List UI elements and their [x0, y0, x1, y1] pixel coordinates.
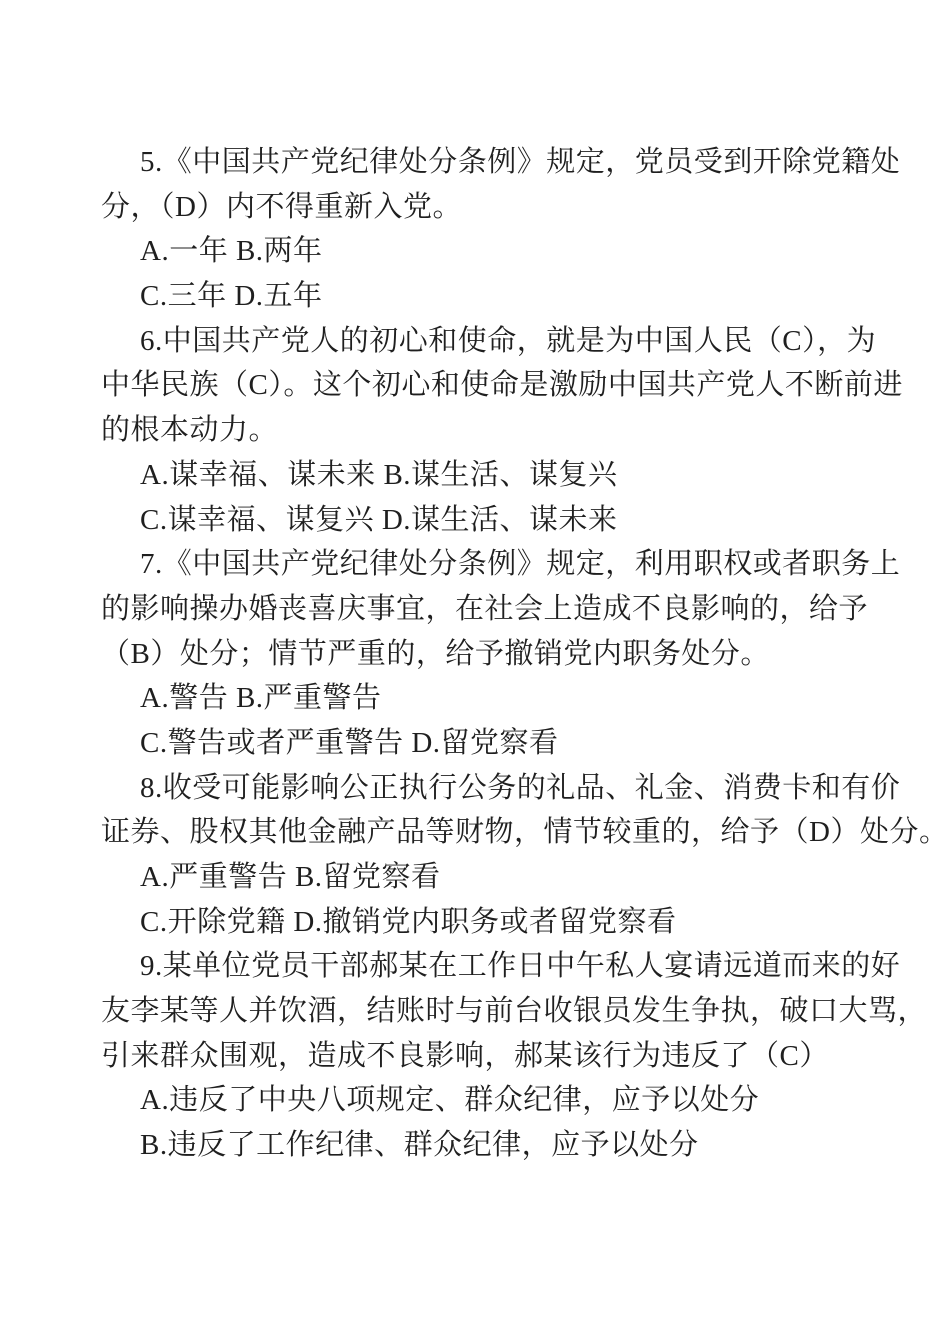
question-5	[101, 140, 911, 319]
question-5-stem-line: 5.《中国共产党纪律处分条例》规定，党员受到开除党籍处	[140, 146, 901, 178]
questions-block	[101, 140, 949, 1168]
question-6-stem-line: 6.中国共产党人的初心和使命，就是为中国人民（C），为	[140, 324, 877, 357]
question-8-stem-line: 8.收受可能影响公正执行公务的礼品、礼金、消费卡和有价	[140, 771, 901, 804]
question-5-option-line: A.一年 B.两年	[140, 235, 323, 268]
question-7-option-line: A.警告 B.严重警告	[140, 682, 382, 715]
question-6	[101, 319, 911, 542]
question-8-option-line: C.开除党籍 D.撤销党内职务或者留党察看	[140, 905, 677, 938]
question-6-option-line: A.谋幸福、谋未来 B.谋生活、谋复兴	[140, 458, 618, 491]
question-7	[101, 542, 911, 765]
question-7-stem-line: 7.《中国共产党纪律处分条例》规定，利用职权或者职务上	[140, 548, 901, 581]
question-6-stem-line: 的根本动力。	[101, 414, 279, 447]
question-9-stem-line: 友李某等人并饮酒，结账时与前台收银员发生争执，破口大骂，	[101, 995, 928, 1028]
question-7-stem-line: 的影响操办婚丧喜庆事宜，在社会上造成不良影响的，给予	[101, 592, 869, 625]
question-5-option-line: C.三年 D.五年	[140, 280, 323, 313]
question-9-option-line: B.违反了工作纪律、群众纪律，应予以处分	[140, 1129, 699, 1162]
question-8-stem-line: 证券、股权其他金融产品等财物，情节较重的，给予（D）处分。	[101, 816, 949, 849]
question-9-option-line: A.违反了中央八项规定、群众纪律，应予以处分	[140, 1084, 760, 1117]
question-5-stem-line: 分，（D）内不得重新入党。	[101, 190, 462, 223]
question-8	[101, 766, 949, 945]
question-6-stem-line: 中华民族（C）。这个初心和使命是激励中国共产党人不断前进	[101, 369, 903, 402]
question-9-stem-line: 引来群众围观，造成不良影响，郝某该行为违反了（C）	[101, 1039, 829, 1072]
question-6-option-line: C.谋幸福、谋复兴 D.谋生活、谋未来	[140, 503, 618, 536]
question-7-stem-line: （B）处分；情节严重的，给予撤销党内职务处分。	[101, 637, 770, 670]
question-7-option-line: C.警告或者严重警告 D.留党察看	[140, 726, 559, 759]
question-9-stem-line: 9.某单位党员干部郝某在工作日中午私人宴请远道而来的好	[140, 950, 901, 983]
question-9	[101, 944, 928, 1167]
question-8-option-line: A.严重警告 B.留党察看	[140, 861, 441, 893]
